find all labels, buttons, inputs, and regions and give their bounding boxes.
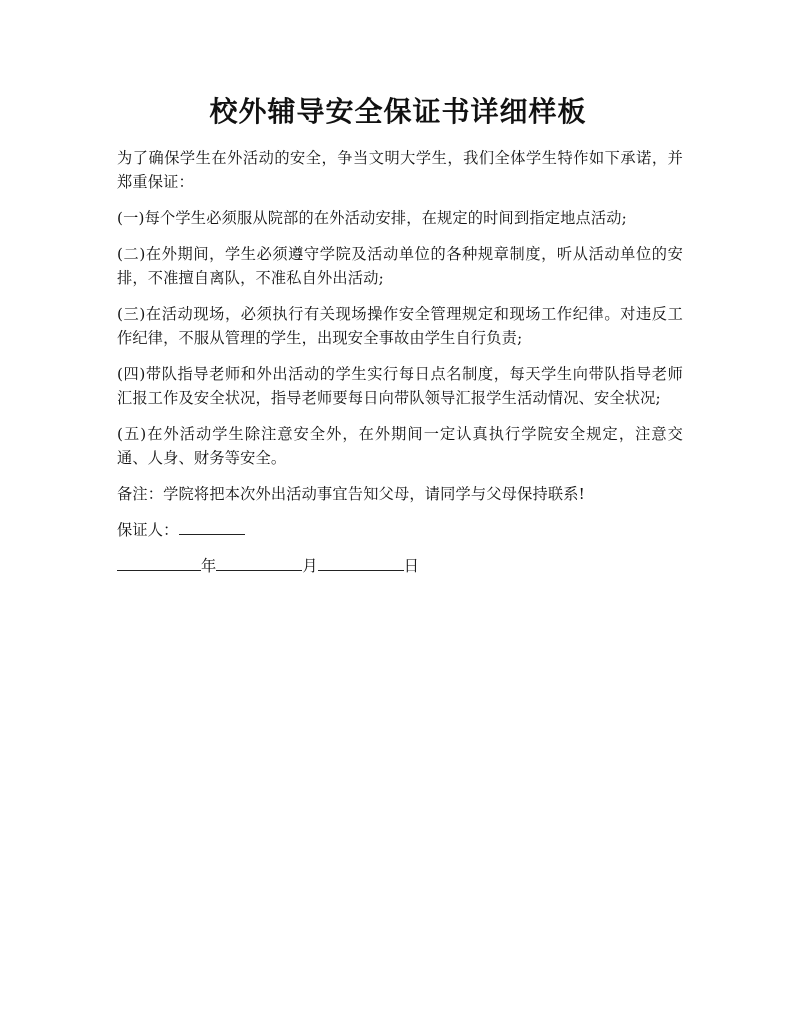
clause-3: (三)在活动现场，必须执行有关现场操作安全管理规定和现场工作纪律。对违反工作纪律，不服从管理的学生，出现安全事故由学生自行负责;: [117, 305, 683, 347]
note-paragraph: 备注：学院将把本次外出活动事宜告知父母，请同学与父母保持联系!: [117, 485, 585, 503]
guarantor-line: [117, 518, 683, 542]
day-label: 日: [403, 557, 420, 575]
date-line: [117, 554, 683, 578]
document-title: 校外辅导安全保证书详细样板: [209, 95, 587, 128]
year-label: 年: [201, 557, 217, 575]
clause-5: (五)在外活动学生除注意安全外，在外期间一定认真执行学院安全规定，注意交通、人身、财务等安全。: [117, 425, 683, 467]
clause-2: (二)在外期间，学生必须遵守学院及活动单位的各种规章制度，听从活动单位的安排，不准擅自离队，不准私自外出活动;: [117, 245, 683, 287]
intro-paragraph: 为了确保学生在外活动的安全，争当文明大学生，我们全体学生特作如下承诺，并郑重保证：: [117, 149, 683, 191]
guarantor-label: 保证人：: [117, 521, 179, 539]
clause-4: (四)带队指导老师和外出活动的学生实行每日点名制度，每天学生向带队指导老师汇报工作及安全状况，指导老师要每日向带队领导汇报学生活动情况、安全状况;: [117, 365, 683, 407]
month-label: 月: [302, 557, 318, 575]
clause-1: (一)每个学生必须服从院部的在外活动安排，在规定的时间到指定地点活动;: [117, 209, 627, 227]
document-body: [117, 146, 683, 590]
year-blank[interactable]: [117, 555, 201, 571]
month-blank[interactable]: [216, 555, 302, 571]
guarantor-blank[interactable]: [179, 519, 245, 535]
day-blank[interactable]: [318, 555, 404, 571]
